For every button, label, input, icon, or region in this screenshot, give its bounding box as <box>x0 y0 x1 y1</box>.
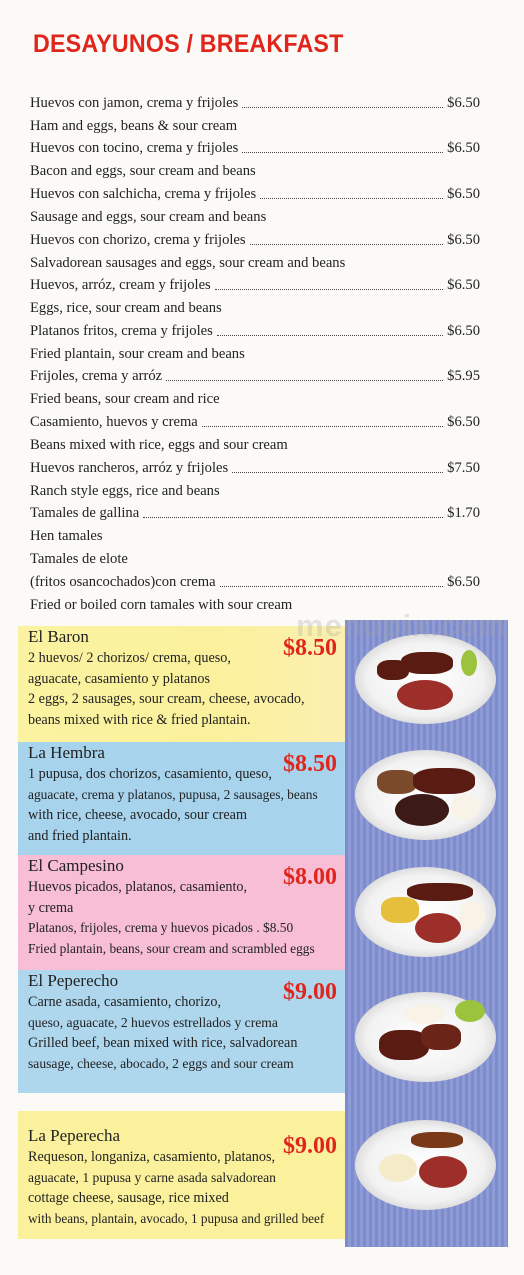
combo-desc: cottage cheese, sausage, rice mixed <box>28 1190 229 1207</box>
dot-leader <box>242 152 443 153</box>
item-english: Fried beans, sour cream and rice <box>30 391 220 408</box>
combo-el-peperecho <box>18 970 345 1093</box>
combo-name: La Peperecha <box>28 1126 121 1145</box>
dot-leader <box>215 289 443 290</box>
item-english: Beans mixed with rice, eggs and sour cream <box>30 436 288 453</box>
combo-desc: Grilled beef, bean mixed with rice, salvadorean <box>28 1035 298 1052</box>
menu-item <box>30 138 480 184</box>
combo-el-campesino <box>18 855 345 971</box>
dot-leader <box>217 335 443 336</box>
combo-desc: Platanos, frijoles, crema y huevos picados . $8.50 <box>28 920 294 936</box>
item-english: Salvadorean sausages and eggs, sour cream and beans <box>30 254 346 271</box>
food-photo <box>355 867 496 957</box>
dot-leader <box>143 517 443 518</box>
item-price: $6.50 <box>447 140 480 157</box>
item-name: Platanos fritos, crema y frijoles <box>30 322 213 339</box>
dot-leader <box>260 198 443 199</box>
menu-item <box>30 320 480 366</box>
combo-desc: and fried plantain. <box>28 827 132 844</box>
menu-item <box>30 502 480 548</box>
item-price: $6.50 <box>447 322 480 339</box>
food-photo <box>355 750 496 840</box>
item-name: Huevos con tocino, crema y frijoles <box>30 140 239 157</box>
dot-leader <box>250 244 444 245</box>
menu-item <box>30 274 480 320</box>
item-price: $1.70 <box>447 505 480 522</box>
combo-desc: aguacate, casamiento y platanos <box>28 670 210 687</box>
item-name: (fritos osancochados)con crema <box>30 573 216 590</box>
menu-item <box>30 548 480 616</box>
item-name: Tamales de gallina <box>30 505 140 522</box>
combo-desc: aguacate, crema y platanos, pupusa, 2 sausages, beans <box>28 786 318 802</box>
dot-leader <box>166 380 443 381</box>
combo-desc: aguacate, 1 pupusa y carne asada salvadorean <box>28 1169 276 1185</box>
combo-section <box>0 620 524 1250</box>
combo-price: $8.00 <box>283 864 337 890</box>
dot-leader <box>202 426 443 427</box>
combo-desc: Requeson, longaniza, casamiento, platanos, <box>28 1149 276 1165</box>
combo-price: $8.50 <box>283 751 337 777</box>
combo-name: El Campesino <box>28 856 124 875</box>
item-name: Frijoles, crema y arróz <box>30 368 163 385</box>
food-photo <box>355 634 496 724</box>
item-price: $6.50 <box>447 231 480 248</box>
menu-item <box>30 183 480 229</box>
combo-desc: 1 pupusa, dos chorizos, casamiento, queso, <box>28 766 272 782</box>
combo-desc: 2 eggs, 2 sausages, sour cream, cheese, avocado, <box>28 691 305 708</box>
food-photo <box>355 1120 496 1210</box>
breakfast-menu <box>30 92 480 616</box>
combo-desc: beans mixed with rice & fried plantain. <box>28 711 251 728</box>
menu-item <box>30 92 480 138</box>
item-english: Hen tamales <box>30 528 103 545</box>
combo-desc: Fried plantain, beans, sour cream and scrambled eggs <box>28 940 315 956</box>
item-english: Ranch style eggs, rice and beans <box>30 482 220 499</box>
item-english: Eggs, rice, sour cream and beans <box>30 300 222 317</box>
combo-price: $9.00 <box>283 979 337 1005</box>
combo-desc: y crema <box>28 899 74 916</box>
combo-desc: with rice, cheese, avocado, sour cream <box>28 807 248 824</box>
page-title: DESAYUNOS / BREAKFAST <box>33 30 344 58</box>
menu-item <box>30 366 480 412</box>
dot-leader <box>232 472 443 473</box>
item-price: $6.50 <box>447 414 480 431</box>
menu-item <box>30 229 480 275</box>
item-price: $7.50 <box>447 459 480 476</box>
item-name-line: Tamales de elote <box>30 550 128 567</box>
combo-la-hembra <box>18 742 345 857</box>
combo-la-peperecha <box>18 1111 345 1239</box>
item-english: Fried or boiled corn tamales with sour cream <box>30 596 293 613</box>
photo-strip <box>345 620 508 1247</box>
combo-desc: 2 huevos/ 2 chorizos/ crema, queso, <box>28 650 231 666</box>
combo-name: El Peperecho <box>28 971 119 990</box>
item-price: $6.50 <box>447 94 480 111</box>
item-name: Huevos con chorizo, crema y frijoles <box>30 231 246 248</box>
menu-item <box>30 411 480 457</box>
combo-name: El Baron <box>28 627 89 646</box>
combo-desc: Huevos picados, platanos, casamiento, <box>28 879 248 895</box>
item-name: Casamiento, huevos y crema <box>30 414 198 431</box>
item-price: $6.50 <box>447 277 480 294</box>
item-name: Huevos con jamon, crema y frijoles <box>30 94 239 111</box>
watermark: menupix.com <box>296 608 507 643</box>
combo-desc: sausage, cheese, abocado, 2 eggs and sour cream <box>28 1055 294 1071</box>
item-english: Sausage and eggs, sour cream and beans <box>30 208 267 225</box>
item-price: $6.50 <box>447 573 480 590</box>
item-name: Huevos rancheros, arróz y frijoles <box>30 459 229 476</box>
item-english: Fried plantain, sour cream and beans <box>30 345 245 362</box>
item-name: Huevos con salchicha, crema y frijoles <box>30 186 257 203</box>
combo-price: $8.50 <box>283 635 337 661</box>
item-price: $6.50 <box>447 186 480 203</box>
menu-item <box>30 457 480 503</box>
item-english: Bacon and eggs, sour cream and beans <box>30 163 256 180</box>
combo-desc: with beans, plantain, avocado, 1 pupusa and grilled beef <box>28 1210 325 1226</box>
combo-price: $9.00 <box>283 1133 337 1159</box>
combo-name: La Hembra <box>28 743 105 762</box>
item-name: Huevos, arróz, cream y frijoles <box>30 277 211 294</box>
item-english: Ham and eggs, beans & sour cream <box>30 117 238 134</box>
item-price: $5.95 <box>447 368 480 385</box>
combo-desc: queso, aguacate, 2 huevos estrellados y crema <box>28 1014 278 1030</box>
dot-leader <box>220 586 444 587</box>
food-photo <box>355 992 496 1082</box>
dot-leader <box>242 107 443 108</box>
combo-desc: Carne asada, casamiento, chorizo, <box>28 994 222 1010</box>
